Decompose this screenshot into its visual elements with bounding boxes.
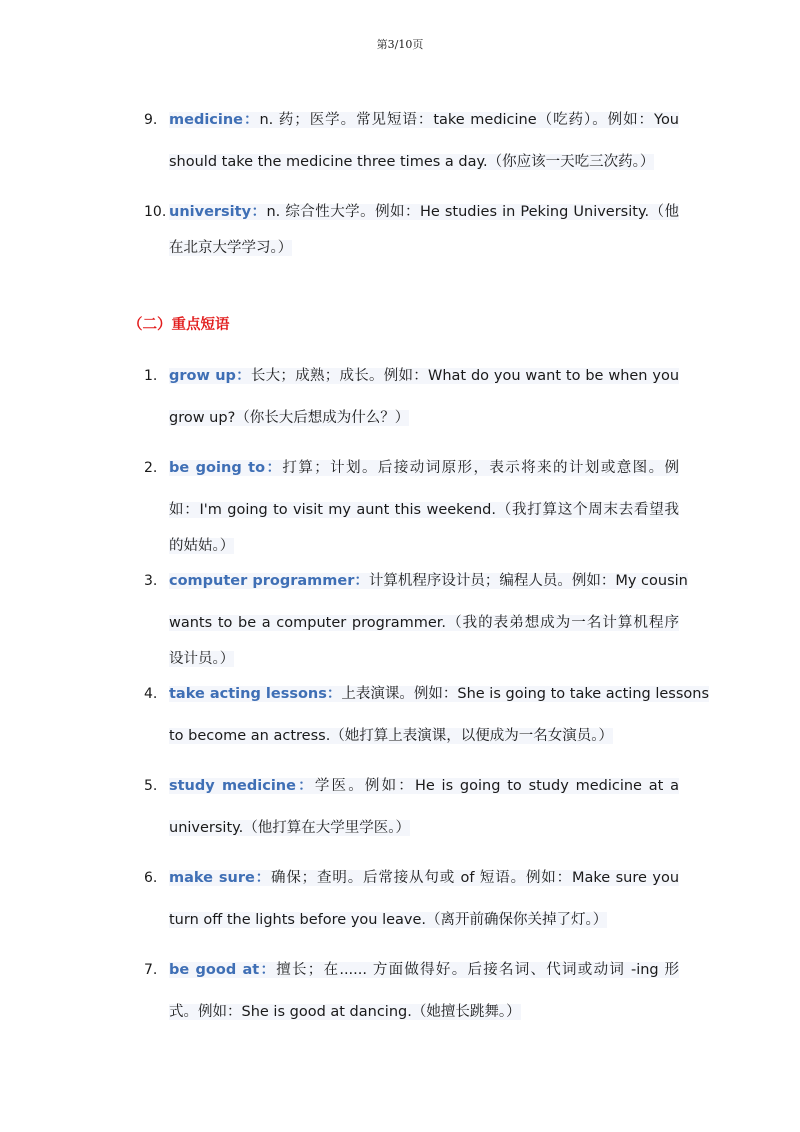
term-separator: ： (259, 962, 277, 978)
entry-body (169, 99, 679, 183)
definition-text: 打算；计划。后接动词原形，表示将来的计划或意图。例 (282, 460, 680, 476)
entry-number: 5. (144, 778, 158, 794)
term: be going to (169, 460, 266, 476)
term-separator: ： (326, 686, 342, 702)
entry-line-1 (169, 99, 679, 141)
entry-number: 7. (144, 962, 158, 978)
term-separator: ： (354, 573, 369, 589)
entry-number: 1. (144, 368, 158, 384)
definition-text: 计算机程序设计员；编程人员。例如：My cousin (368, 573, 688, 589)
entry-number: 10. (144, 204, 167, 220)
entry-number: 4. (144, 686, 158, 702)
entry-number: 3. (144, 573, 158, 589)
entry-line-2 (169, 991, 679, 1033)
entry-line-2 (169, 489, 679, 531)
term-separator: ： (295, 778, 315, 794)
example-text-cont: 的姑姑。） (169, 538, 235, 554)
example-text: to become an actress.（她打算上表演课，以便成为一名女演员。） (169, 728, 614, 744)
example-text: 如：I'm going to visit my aunt this weekend.（我打算这个周末去看望我 (169, 502, 679, 518)
term: be good at (169, 962, 260, 978)
entry-body (169, 857, 679, 941)
definition-text: n. 药；医学。常见短语：take medicine（吃药）。例如：You (259, 112, 680, 128)
entry-line-1 (169, 355, 679, 397)
term: university (169, 204, 252, 220)
definition-text: 长大；成熟；成长。例如：What do you want to be when you (250, 368, 680, 384)
term-separator: ： (254, 870, 271, 886)
section-title: （二）重点短语 (128, 317, 230, 333)
entry-line-1 (169, 191, 679, 233)
entry-line-1 (169, 560, 688, 602)
entry-line-2 (169, 807, 679, 849)
entry-line-2 (169, 899, 679, 941)
entry-body (169, 949, 679, 1033)
entry-line-3 (169, 531, 679, 561)
entry-line-1 (169, 673, 709, 715)
term: make sure (169, 870, 255, 886)
entry-line-2 (169, 141, 679, 183)
entry-line-2 (169, 715, 679, 757)
term: grow up (169, 368, 236, 384)
entry-body (169, 447, 679, 561)
definition-text: 擅长；在...... 方面做得好。后接名词、代词或动词 -ing 形 (276, 962, 679, 978)
entry-line-2 (169, 233, 679, 263)
entry-number: 2. (144, 460, 158, 476)
entry-body (169, 765, 679, 849)
entry-line-3 (169, 644, 679, 674)
entry-line-1 (169, 765, 679, 807)
definition-text: n. 综合性大学。例如：He studies in Peking University.（他 (266, 204, 679, 220)
page-number-header: 第3/10页 (376, 38, 424, 51)
entry-line-2 (169, 602, 679, 644)
entry-number: 9. (144, 112, 158, 128)
example-text: 式。例如：She is good at dancing.（她擅长跳舞。） (169, 1004, 521, 1020)
term-separator: ： (265, 460, 283, 476)
example-text: should take the medicine three times a day.（你应该一天吃三次药。） (169, 154, 655, 170)
term-separator: ： (243, 112, 260, 128)
entry-line-1 (169, 857, 679, 899)
entry-number: 6. (144, 870, 158, 886)
entry-line-1 (169, 447, 679, 489)
entry-body (169, 673, 709, 757)
example-text-cont: 设计员。） (169, 651, 235, 667)
term: study medicine (169, 778, 296, 794)
entry-body (169, 355, 679, 439)
entry-body (169, 191, 679, 263)
example-text: wants to be a computer programmer.（我的表弟想成为一名计算机程序 (169, 615, 679, 631)
definition-text: 确保；查明。后常接从句或 of 短语。例如：Make sure you (271, 870, 680, 886)
entry-body (169, 560, 688, 674)
example-text: university.（他打算在大学里学医。） (169, 820, 411, 836)
term: take acting lessons (169, 686, 327, 702)
term-separator: ： (235, 368, 251, 384)
term-separator: ： (251, 204, 267, 220)
entry-line-1 (169, 949, 679, 991)
definition-text: 上表演课。例如：She is going to take acting lessons (341, 686, 709, 702)
example-text: grow up?（你长大后想成为什么？） (169, 410, 410, 426)
example-text: 在北京大学学习。） (169, 240, 293, 256)
entry-line-2 (169, 397, 679, 439)
definition-text: 学医。例如：He is going to study medicine at a (314, 778, 680, 794)
example-text: turn off the lights before you leave.（离开前确保你关掉了灯。） (169, 912, 608, 928)
term: computer programmer (169, 573, 355, 589)
term: medicine (169, 112, 244, 128)
